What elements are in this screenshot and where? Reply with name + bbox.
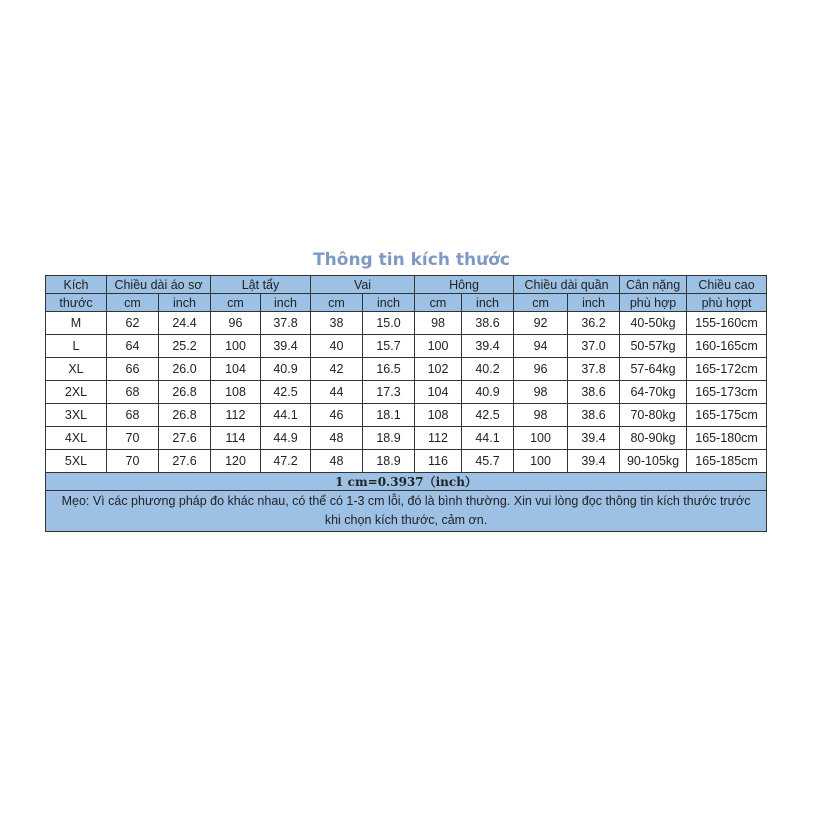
cell-height: 165-185cm bbox=[687, 450, 767, 473]
cell-height: 165-173cm bbox=[687, 381, 767, 404]
header-row-2 bbox=[46, 294, 767, 312]
cell-i2: 44.9 bbox=[261, 427, 311, 450]
table-row bbox=[46, 450, 767, 473]
cell-weight: 90-105kg bbox=[620, 450, 687, 473]
cell-i2: 37.8 bbox=[261, 312, 311, 335]
unit-cm: cm bbox=[311, 294, 363, 312]
cell-c3: 48 bbox=[311, 427, 363, 450]
height-header: Chiều cao bbox=[687, 276, 767, 294]
cell-i2: 44.1 bbox=[261, 404, 311, 427]
cell-i4: 44.1 bbox=[462, 427, 514, 450]
cell-i3: 18.9 bbox=[363, 450, 415, 473]
cell-c1: 62 bbox=[107, 312, 159, 335]
cell-c5: 100 bbox=[514, 427, 568, 450]
cell-c4: 100 bbox=[415, 335, 462, 358]
cell-c3: 42 bbox=[311, 358, 363, 381]
cell-i5: 36.2 bbox=[568, 312, 620, 335]
group-header-shirt-length: Chiều dài áo sơ bbox=[107, 276, 211, 294]
cell-weight: 50-57kg bbox=[620, 335, 687, 358]
unit-inch: inch bbox=[568, 294, 620, 312]
cell-c5: 92 bbox=[514, 312, 568, 335]
cell-height: 165-180cm bbox=[687, 427, 767, 450]
cell-i2: 39.4 bbox=[261, 335, 311, 358]
cell-c2: 104 bbox=[211, 358, 261, 381]
cell-c1: 70 bbox=[107, 450, 159, 473]
cell-i3: 18.9 bbox=[363, 427, 415, 450]
cell-i5: 37.0 bbox=[568, 335, 620, 358]
cell-c5: 96 bbox=[514, 358, 568, 381]
table-row bbox=[46, 404, 767, 427]
cell-i1: 26.8 bbox=[159, 404, 211, 427]
cell-i5: 39.4 bbox=[568, 450, 620, 473]
unit-inch: inch bbox=[363, 294, 415, 312]
cell-i5: 38.6 bbox=[568, 404, 620, 427]
cell-size: 2XL bbox=[46, 381, 107, 404]
cell-height: 160-165cm bbox=[687, 335, 767, 358]
cell-i2: 40.9 bbox=[261, 358, 311, 381]
cell-i2: 47.2 bbox=[261, 450, 311, 473]
cell-i4: 45.7 bbox=[462, 450, 514, 473]
table-row bbox=[46, 358, 767, 381]
unit-cm: cm bbox=[107, 294, 159, 312]
cell-c4: 108 bbox=[415, 404, 462, 427]
cell-c5: 98 bbox=[514, 381, 568, 404]
cell-i4: 38.6 bbox=[462, 312, 514, 335]
cell-c4: 104 bbox=[415, 381, 462, 404]
cell-weight: 70-80kg bbox=[620, 404, 687, 427]
cell-size: M bbox=[46, 312, 107, 335]
cell-i3: 17.3 bbox=[363, 381, 415, 404]
group-header-hip: Hông bbox=[415, 276, 514, 294]
cell-c2: 96 bbox=[211, 312, 261, 335]
weight-header-line2: phù hợp bbox=[620, 294, 687, 312]
cell-c3: 40 bbox=[311, 335, 363, 358]
cell-height: 165-175cm bbox=[687, 404, 767, 427]
cell-i4: 39.4 bbox=[462, 335, 514, 358]
unit-inch: inch bbox=[462, 294, 514, 312]
cell-i5: 38.6 bbox=[568, 381, 620, 404]
cell-i3: 16.5 bbox=[363, 358, 415, 381]
conversion-row bbox=[46, 473, 767, 491]
cell-i4: 40.9 bbox=[462, 381, 514, 404]
cell-c2: 108 bbox=[211, 381, 261, 404]
cell-size: L bbox=[46, 335, 107, 358]
cell-c5: 100 bbox=[514, 450, 568, 473]
cell-c1: 68 bbox=[107, 381, 159, 404]
group-header-shoulder: Vai bbox=[311, 276, 415, 294]
cell-c1: 64 bbox=[107, 335, 159, 358]
unit-cm: cm bbox=[514, 294, 568, 312]
weight-header: Cân nặng bbox=[620, 276, 687, 294]
conversion-note: 1 cm=0.3937（inch） bbox=[46, 473, 767, 491]
unit-inch: inch bbox=[159, 294, 211, 312]
size-header: Kích bbox=[46, 276, 107, 294]
page-title: Thông tin kích thước bbox=[313, 250, 510, 270]
cell-c4: 116 bbox=[415, 450, 462, 473]
cell-i3: 15.7 bbox=[363, 335, 415, 358]
cell-i1: 24.4 bbox=[159, 312, 211, 335]
group-header-chest: Lật tẩy bbox=[211, 276, 311, 294]
cell-c3: 48 bbox=[311, 450, 363, 473]
cell-c2: 112 bbox=[211, 404, 261, 427]
cell-i5: 37.8 bbox=[568, 358, 620, 381]
cell-i1: 27.6 bbox=[159, 427, 211, 450]
tip-row bbox=[46, 491, 767, 532]
cell-c1: 70 bbox=[107, 427, 159, 450]
table-row bbox=[46, 312, 767, 335]
cell-size: XL bbox=[46, 358, 107, 381]
cell-i4: 42.5 bbox=[462, 404, 514, 427]
cell-c2: 114 bbox=[211, 427, 261, 450]
cell-i3: 18.1 bbox=[363, 404, 415, 427]
size-table bbox=[45, 275, 767, 532]
table-row bbox=[46, 427, 767, 450]
height-header-line2: phù hợpt bbox=[687, 294, 767, 312]
cell-size: 4XL bbox=[46, 427, 107, 450]
cell-i1: 26.8 bbox=[159, 381, 211, 404]
cell-weight: 57-64kg bbox=[620, 358, 687, 381]
cell-i4: 40.2 bbox=[462, 358, 514, 381]
cell-c1: 66 bbox=[107, 358, 159, 381]
cell-i5: 39.4 bbox=[568, 427, 620, 450]
cell-c3: 38 bbox=[311, 312, 363, 335]
cell-c3: 44 bbox=[311, 381, 363, 404]
cell-c2: 120 bbox=[211, 450, 261, 473]
cell-i3: 15.0 bbox=[363, 312, 415, 335]
cell-height: 165-172cm bbox=[687, 358, 767, 381]
unit-cm: cm bbox=[415, 294, 462, 312]
tip-note: Mẹo: Vì các phương pháp đo khác nhau, có thể có 1-3 cm lỗi, đó là bình thường. Xin vui lòng đọc thông tin kích thước trước khi chọn kích thước, cảm ơn. bbox=[46, 491, 767, 532]
cell-height: 155-160cm bbox=[687, 312, 767, 335]
cell-c4: 112 bbox=[415, 427, 462, 450]
group-header-pants-length: Chiều dài quần bbox=[514, 276, 620, 294]
cell-i1: 25.2 bbox=[159, 335, 211, 358]
cell-c2: 100 bbox=[211, 335, 261, 358]
cell-i2: 42.5 bbox=[261, 381, 311, 404]
table-row bbox=[46, 381, 767, 404]
cell-c3: 46 bbox=[311, 404, 363, 427]
cell-size: 5XL bbox=[46, 450, 107, 473]
cell-c5: 98 bbox=[514, 404, 568, 427]
unit-cm: cm bbox=[211, 294, 261, 312]
cell-i1: 26.0 bbox=[159, 358, 211, 381]
cell-weight: 80-90kg bbox=[620, 427, 687, 450]
cell-c5: 94 bbox=[514, 335, 568, 358]
cell-c4: 102 bbox=[415, 358, 462, 381]
cell-c1: 68 bbox=[107, 404, 159, 427]
cell-weight: 40-50kg bbox=[620, 312, 687, 335]
cell-weight: 64-70kg bbox=[620, 381, 687, 404]
unit-inch: inch bbox=[261, 294, 311, 312]
size-header-line2: thước bbox=[46, 294, 107, 312]
header-row-1 bbox=[46, 276, 767, 294]
cell-size: 3XL bbox=[46, 404, 107, 427]
table-row bbox=[46, 335, 767, 358]
cell-c4: 98 bbox=[415, 312, 462, 335]
cell-i1: 27.6 bbox=[159, 450, 211, 473]
